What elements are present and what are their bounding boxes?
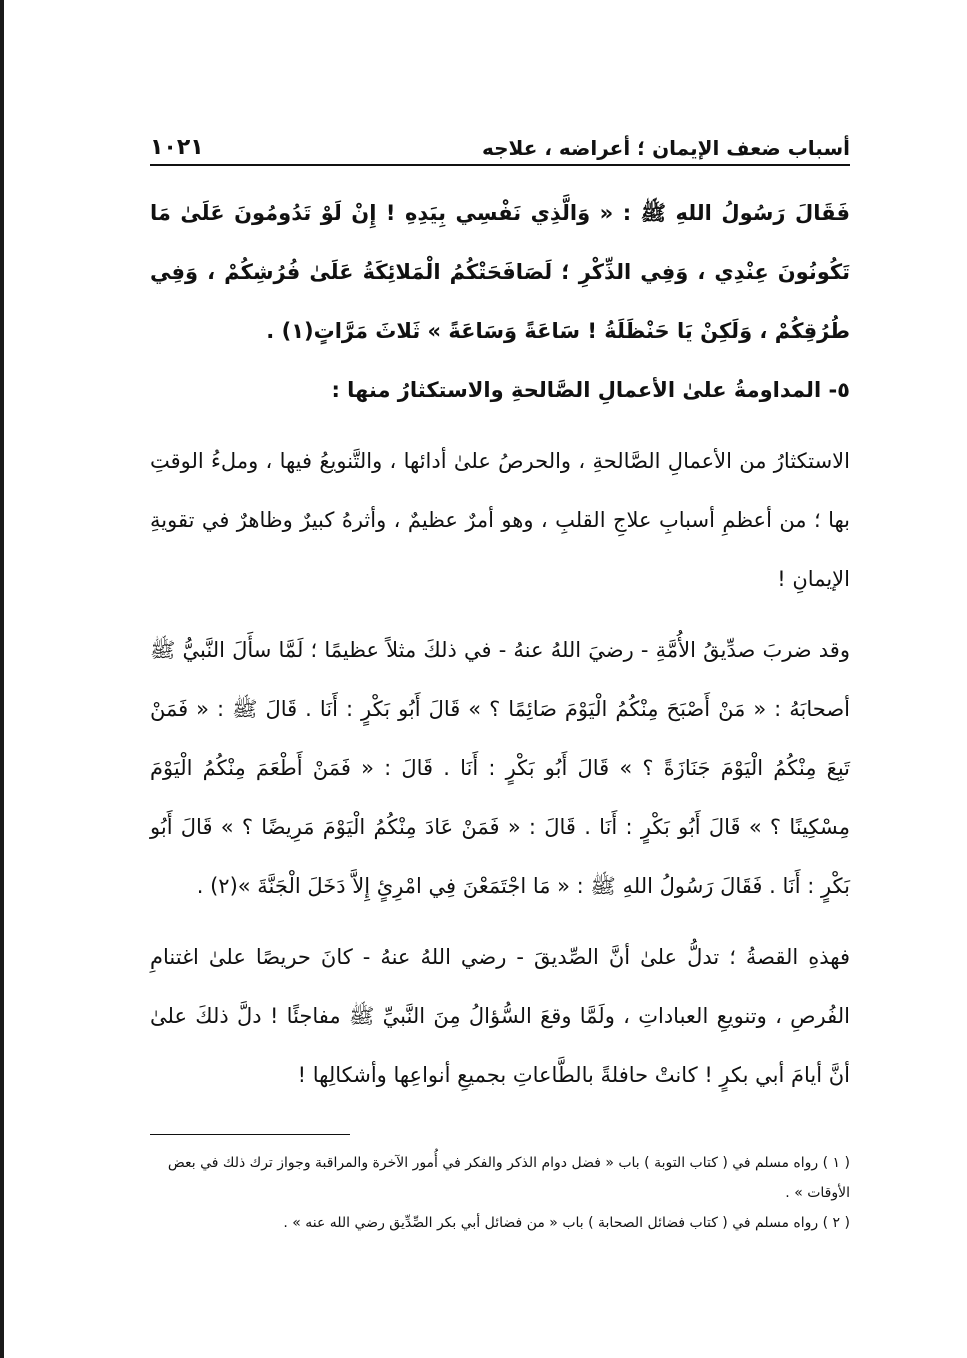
page-content <box>150 120 850 1105</box>
paragraph-good-deeds: الاستكثارُ من الأعمالِ الصَّالحةِ ، والحرصُ علىٰ أدائها ، والتَّنويعُ فيها ، وملءُ الوقتِ بها ؛ من أعظمِ أسبابِ علاجِ القلبِ ، وهو أمرٌ عظيمٌ ، وأثرهُ كبيرٌ وظاهرٌ في تقويةِ الإيمانِ ! <box>150 449 850 591</box>
spacer <box>150 420 850 432</box>
footnote-separator <box>150 1134 350 1135</box>
running-title: أسباب ضعف الإيمان ؛ أعراضه ، علاجه <box>481 136 850 160</box>
footnotes <box>150 1148 850 1238</box>
body-text <box>150 184 850 1105</box>
paragraph-abu-bakr-story: وقد ضربَ صدِّيقُ الأُمَّةِ - رضيَ اللهُ عنهُ - في ذلكَ مثلاً عظيمًا ؛ لَمَّا سأَلَ النَّبيُّ ﷺ أصحابَهُ : « مَنْ أَصْبَحَ مِنْكُمُ الْيَوْمَ صَائِمًا ؟ » قَالَ أَبُو بَكْرٍ : أَنَا . قَالَ ﷺ : « فَمَنْ تَبِعَ مِنْكُمُ الْيَوْمَ جَنَازَةً ؟ » قَالَ أَبُو بَكْرٍ : أَنَا . قَالَ : « فَمَنْ أَطْعَمَ مِنْكُمُ الْيَوْمَ مِسْكِينًا ؟ » قَالَ أَبُو بَكْرٍ : أَنَا . قَالَ : « فَمَنْ عَادَ مِنْكُمُ الْيَوْمَ مَرِيضًا ؟ » قَالَ أَبُو بَكْرٍ : أَنَا . فَقَالَ رَسُولُ اللهِ ﷺ : « مَا اجْتَمَعْنَ فِي امْرِئٍ إِلاَّ دَخَلَ الْجَنَّةَ »(٢) . <box>150 638 850 898</box>
running-header <box>150 120 850 166</box>
footnote-1: ( ١ ) رواه مسلم في ( كتاب التوبة ) باب « فضل دوام الذكر والفكر في أُمور الآخرة والمراقبة وجواز ترك ذلك في بعض الأوقات » . <box>167 1155 850 1201</box>
section-heading: ٥- المداومةُ علىٰ الأعمالِ الصَّالحةِ والاستكثارُ منها : <box>331 378 850 402</box>
hadith-paragraph: فَقَالَ رَسُولُ اللهِ ﷺ : « وَالَّذِي نَفْسِي بِيَدِهِ ! إِنْ لَوْ تَدُومُونَ عَلَىٰ مَا تَكُونُونَ عِنْدِي ، وَفِي الذِّكْرِ ؛ لَصَافَحَتْكُمُ الْمَلائِكَةُ عَلَىٰ فُرُشِكُمْ ، وَفِي طُرُقِكُمْ ، وَلَكِنْ يَا حَنْظَلَةُ ! سَاعَةً وَسَاعَةً » ثَلاثَ مَرَّاتٍ(١) . <box>150 201 850 343</box>
spacer <box>150 916 850 928</box>
page-edge-shadow <box>0 0 4 1358</box>
spacer <box>150 609 850 621</box>
page-number: ١٠٢١ <box>150 135 204 160</box>
paragraph-conclusion: فهذهِ القصةُ ؛ تدلُّ علىٰ أنَّ الصِّديقَ - رضي اللهُ عنهُ - كانَ حريصًا علىٰ اغتنامِ الفُرصِ ، وتنويعِ العباداتِ ، ولَمَّا وقعَ السُّؤالُ مِنَ النَّبيِّ ﷺ مفاجئًا ! دلَّ ذلكَ علىٰ أنَّ أيامَ أبي بكرٍ ! كانتْ حافلةً بالطَّاعاتِ بجميعِ أنواعِها وأشكالِها ! <box>150 945 850 1087</box>
footnote-2: ( ٢ ) رواه مسلم في ( كتاب فضائل الصحابة ) باب « من فضائل أبي بكر الصِّدِّيق رضي الله عنه » . <box>283 1215 850 1231</box>
